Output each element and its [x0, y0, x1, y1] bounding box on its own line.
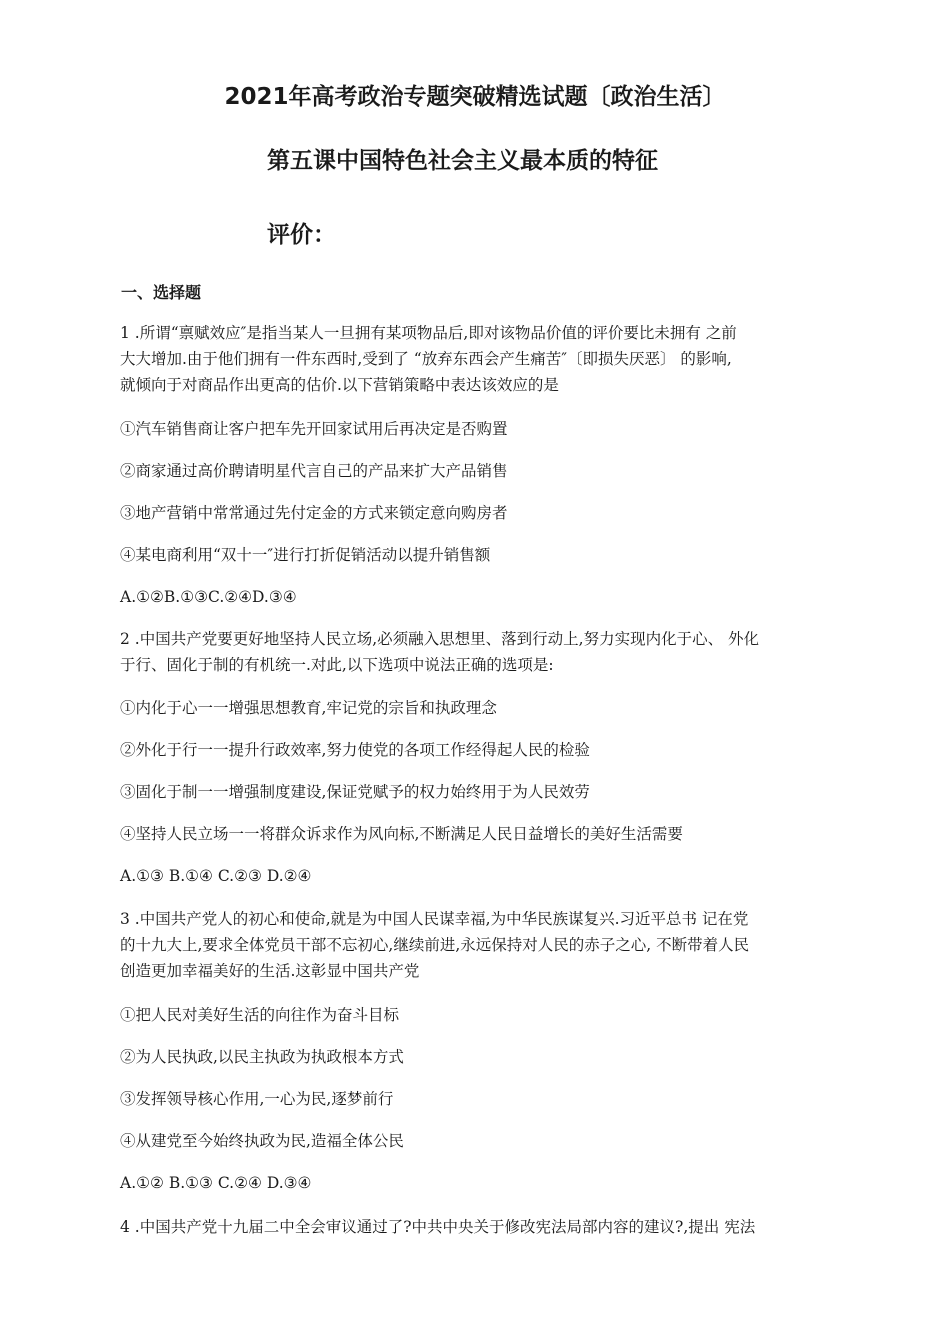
question-3-option-2: ②为人民执政,以民主执政为执政根本方式 [120, 1048, 404, 1066]
question-2-option-2: ②外化于行一一提升行政效率,努力使党的各项工作经得起人民的检验 [120, 741, 590, 759]
question-1-stem [120, 320, 840, 398]
document-title: 2021年高考政治专题突破精选试题〔政治生活〕 [224, 84, 726, 110]
question-stem-line: 2 .中国共产党要更好地坚持人民立场,必须融入思想里、落到行动上,努力实现内化于心、 外化 [120, 630, 759, 648]
question-3-option-1: ①把人民对美好生活的向往作为奋斗目标 [120, 1006, 400, 1024]
question-2-option-3: ③固化于制一一增强制度建设,保证党赋予的权力始终用于为人民效劳 [120, 783, 590, 801]
question-1-option-2: ②商家通过高价聘请明星代言自己的产品来扩大产品销售 [120, 462, 508, 480]
question-1-choices: A.①②B.①③C.②④D.③④ [120, 588, 297, 606]
question-1-option-4: ④某电商利用“双十一″进行打折促销活动以提升销售额 [120, 546, 491, 564]
question-stem-line: 3 .中国共产党人的初心和使命,就是为中国人民谋幸福,为中华民族谋复兴.习近平总书 记在党 [120, 910, 749, 928]
question-2-option-4: ④坚持人民立场一一将群众诉求作为风向标,不断满足人民日益增长的美好生活需要 [120, 825, 683, 843]
lesson-title: 第五课中国特色社会主义最本质的特征 [267, 148, 658, 174]
question-3-stem [120, 906, 840, 984]
question-2-option-1: ①内化于心一一增强思想教育,牢记党的宗旨和执政理念 [120, 699, 497, 717]
question-stem-line: 于行、固化于制的有机统一.对此,以下选项中说法正确的选项是: [120, 656, 554, 674]
question-1-option-1: ①汽车销售商让客户把车先开回家试用后再决定是否购置 [120, 420, 508, 438]
question-2-stem [120, 626, 840, 678]
evaluation-heading: 评价： [267, 222, 336, 248]
question-stem-line: 1 .所谓“禀赋效应″是指当某人一旦拥有某项物品后,即对该物品价值的评价要比未拥有 之前 [120, 324, 737, 342]
question-stem-line: 4 .中国共产党十九届二中全会审议通过了?中共中央关于修改宪法局部内容的建议?,提出 宪法 [120, 1218, 756, 1236]
question-3-option-3: ③发挥领导核心作用,一心为民,逐梦前行 [120, 1090, 394, 1108]
question-4-stem [120, 1214, 840, 1240]
question-stem-line: 就倾向于对商品作出更高的估价.以下营销策略中表达该效应的是 [120, 376, 559, 394]
question-3-option-4: ④从建党至今始终执政为民,造福全体公民 [120, 1132, 404, 1150]
question-stem-line: 的十九大上,要求全体党员干部不忘初心,继续前进,永远保持对人民的赤子之心, 不断带着人民 [120, 936, 750, 954]
question-2-choices: A.①③ B.①④ C.②③ D.②④ [120, 867, 312, 885]
section-heading: 一、选择题 [121, 283, 202, 302]
question-3-choices: A.①② B.①③ C.②④ D.③④ [120, 1174, 312, 1192]
question-1-option-3: ③地产营销中常常通过先付定金的方式来锁定意向购房者 [120, 504, 508, 522]
question-stem-line: 创造更加幸福美好的生活.这彰显中国共产党 [120, 962, 420, 980]
question-stem-line: 大大增加.由于他们拥有一件东西时,受到了 “放弃东西会产生痛苦″〔即损失厌恶〕 的影响, [120, 350, 732, 368]
